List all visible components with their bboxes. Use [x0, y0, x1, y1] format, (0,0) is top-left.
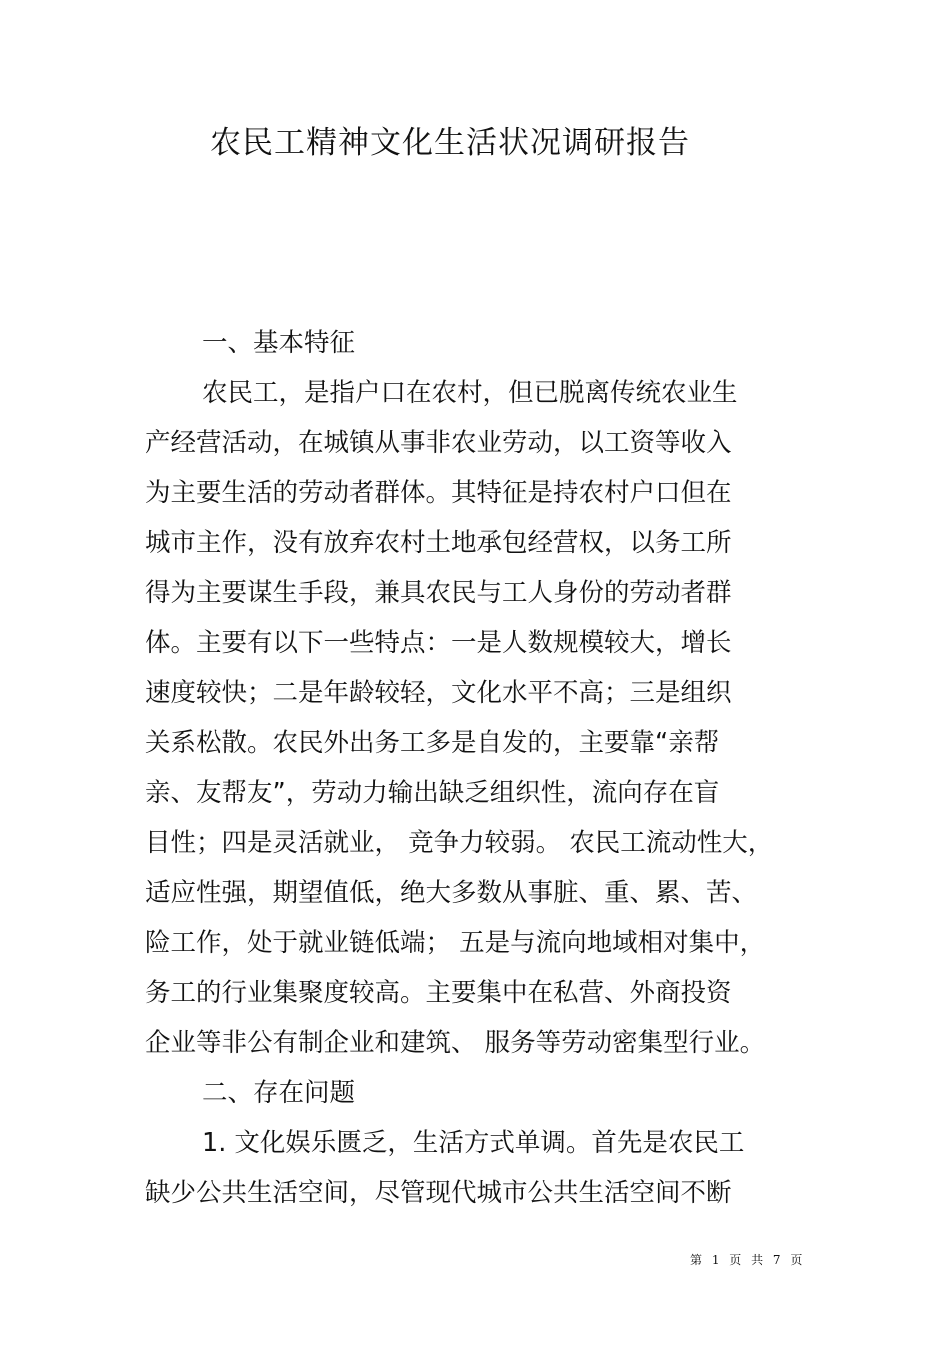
- body-line: 得为主要谋生手段，兼具农民与工人身份的劳动者群: [145, 578, 732, 608]
- body-line: 城市主作，没有放弃农村土地承包经营权，以务工所: [145, 528, 732, 558]
- body-line: 险工作，处于就业链低端； 五是与流向地域相对集中，: [145, 928, 766, 958]
- document-body: [145, 318, 795, 1218]
- body-line: 亲、友帮友”，劳动力输出缺乏组织性，流向存在盲: [145, 778, 720, 808]
- body-line: 体。主要有以下一些特点：一是人数规模较大，增长: [145, 628, 732, 658]
- body-line: 一、基本特征: [202, 328, 356, 358]
- body-line: 为主要生活的劳动者群体。其特征是持农村户口但在: [145, 478, 732, 508]
- body-line: 缺少公共生活空间，尽管现代城市公共生活空间不断: [145, 1178, 732, 1208]
- body-line: 适应性强，期望值低，绝大多数从事脏、重、累、苦、: [145, 878, 758, 908]
- page-number-footer: 第 1 页 共 7 页: [690, 1253, 806, 1267]
- document-title: 农民工精神文化生活状况调研报告: [210, 125, 690, 161]
- body-line: 农民工，是指户口在农村，但已脱离传统农业生: [202, 378, 738, 408]
- body-line: 务工的行业集聚度较高。主要集中在私营、外商投资: [145, 978, 732, 1008]
- body-line: 目性；四是灵活就业， 竞争力较弱。 农民工流动性大，: [145, 828, 774, 858]
- body-line: 速度较快；二是年龄较轻，文化水平不高；三是组织: [145, 678, 732, 708]
- body-line: 二、存在问题: [202, 1078, 356, 1108]
- body-line: 产经营活动，在城镇从事非农业劳动，以工资等收入: [145, 428, 732, 458]
- body-line: 1. 文化娱乐匮乏，生活方式单调。首先是农民工: [202, 1128, 745, 1158]
- body-line: 关系松散。农民外出务工多是自发的，主要靠“亲帮: [145, 728, 720, 758]
- body-line: 企业等非公有制企业和建筑、 服务等劳动密集型行业。: [145, 1028, 766, 1058]
